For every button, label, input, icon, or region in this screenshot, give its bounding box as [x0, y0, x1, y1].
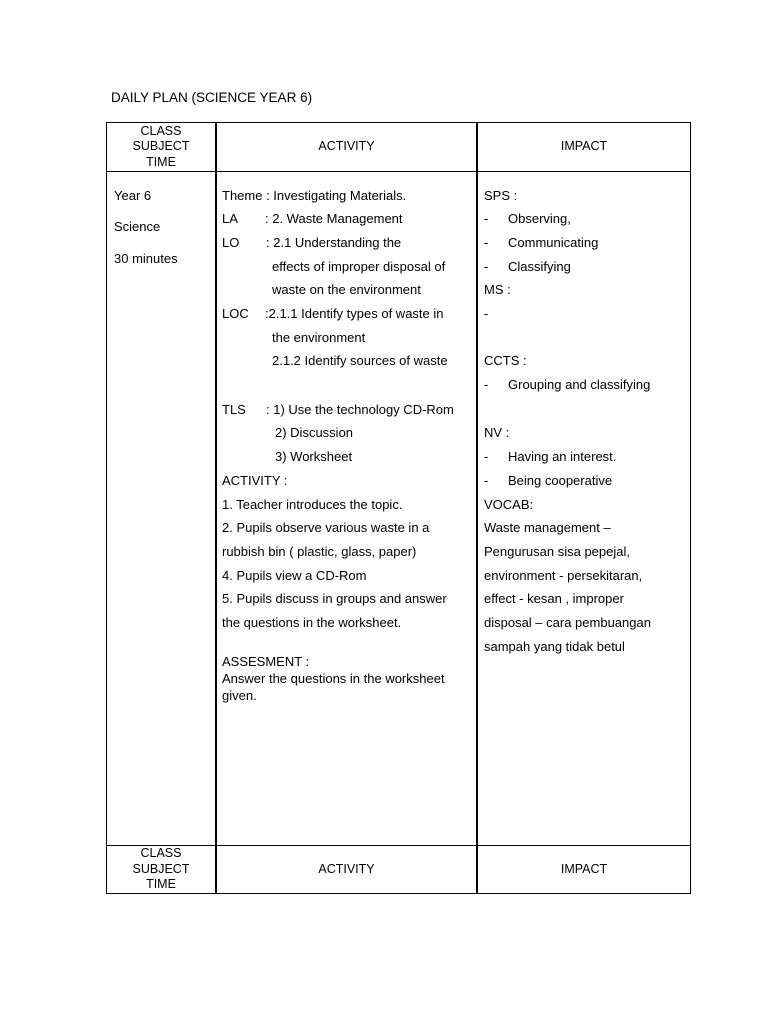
subject-value: Science: [114, 219, 161, 234]
header-divider: [107, 171, 690, 172]
column-divider-2: [476, 123, 478, 893]
ccts-item: Grouping and classifying: [508, 377, 651, 392]
la-label: LA: [222, 211, 238, 226]
footer-time-label: TIME: [146, 877, 176, 892]
sps-item: Observing,: [508, 211, 571, 226]
daily-plan-table: [106, 122, 691, 894]
sps-bullet: -: [484, 235, 489, 250]
vocab-line: environment - persekitaran,: [484, 568, 643, 583]
loc-value-3: 2.1.2 Identify sources of waste: [272, 353, 448, 368]
vocab-line: Pengurusan sisa pepejal,: [484, 544, 630, 559]
activity-item: rubbish bin ( plastic, glass, paper): [222, 544, 417, 559]
activity-item: 4. Pupils view a CD-Rom: [222, 568, 367, 583]
assessment-label: ASSESMENT :: [222, 654, 310, 669]
sps-label: SPS :: [484, 188, 518, 203]
activity-item: 5. Pupils discuss in groups and answer: [222, 591, 447, 606]
activity-item: the questions in the worksheet.: [222, 615, 402, 630]
vocab-line: Waste management –: [484, 520, 611, 535]
ccts-bullet: -: [484, 377, 489, 392]
loc-value-2: the environment: [272, 330, 366, 345]
nv-bullet: -: [484, 473, 489, 488]
nv-bullet: -: [484, 449, 489, 464]
nv-item: Having an interest.: [508, 449, 617, 464]
sps-item: Classifying: [508, 259, 571, 274]
assessment-text-1: Answer the questions in the worksheet: [222, 671, 445, 686]
theme-line: Theme : Investigating Materials.: [222, 188, 407, 203]
tls-value-3: 3) Worksheet: [275, 449, 353, 464]
column-divider-1: [215, 123, 217, 893]
activity-item: 1. Teacher introduces the topic.: [222, 497, 403, 512]
tls-value-2: 2) Discussion: [275, 425, 354, 440]
lo-value-2: effects of improper disposal of: [272, 259, 446, 274]
loc-label: LOC: [222, 306, 249, 321]
nv-item: Being cooperative: [508, 473, 613, 488]
activity-label: ACTIVITY :: [222, 473, 288, 488]
header-impact: IMPACT: [560, 139, 608, 154]
header-time-label: TIME: [146, 154, 176, 169]
footer-impact: IMPACT: [560, 861, 608, 876]
header-subject-label: SUBJECT: [132, 139, 190, 154]
assessment-text-2: given.: [222, 688, 257, 703]
ccts-label: CCTS :: [484, 353, 527, 368]
lo-label: LO: [222, 235, 240, 250]
footer-class-label: CLASS: [140, 846, 182, 861]
footer-subject-label: SUBJECT: [132, 861, 190, 876]
tls-label: TLS: [222, 402, 246, 417]
footer-class-subject-time: [107, 846, 215, 893]
footer-activity: ACTIVITY: [318, 861, 375, 876]
activity-item: 2. Pupils observe various waste in a: [222, 520, 430, 535]
header-activity: ACTIVITY: [318, 139, 375, 154]
lo-value-1: : 2.1 Understanding the: [266, 235, 402, 250]
ms-item: -: [484, 306, 489, 321]
sps-bullet: -: [484, 211, 489, 226]
loc-value-1: :2.1.1 Identify types of waste in: [265, 306, 444, 321]
class-value: Year 6: [114, 188, 152, 203]
nv-label: NV :: [484, 425, 510, 440]
sps-bullet: -: [484, 259, 489, 274]
vocab-line: sampah yang tidak betul: [484, 639, 625, 654]
header-class-label: CLASS: [140, 123, 182, 138]
vocab-line: disposal – cara pembuangan: [484, 615, 651, 630]
time-value: 30 minutes: [114, 251, 178, 266]
la-value: : 2. Waste Management: [265, 211, 403, 226]
ms-label: MS :: [484, 282, 511, 297]
header-class-subject-time: [107, 123, 215, 171]
sps-item: Communicating: [508, 235, 599, 250]
document-title: DAILY PLAN (SCIENCE YEAR 6): [111, 90, 313, 105]
tls-value-1: : 1) Use the technology CD-Rom: [266, 402, 454, 417]
vocab-line: effect - kesan , improper: [484, 591, 624, 606]
vocab-label: VOCAB:: [484, 497, 534, 512]
lo-value-3: waste on the environment: [272, 282, 421, 297]
